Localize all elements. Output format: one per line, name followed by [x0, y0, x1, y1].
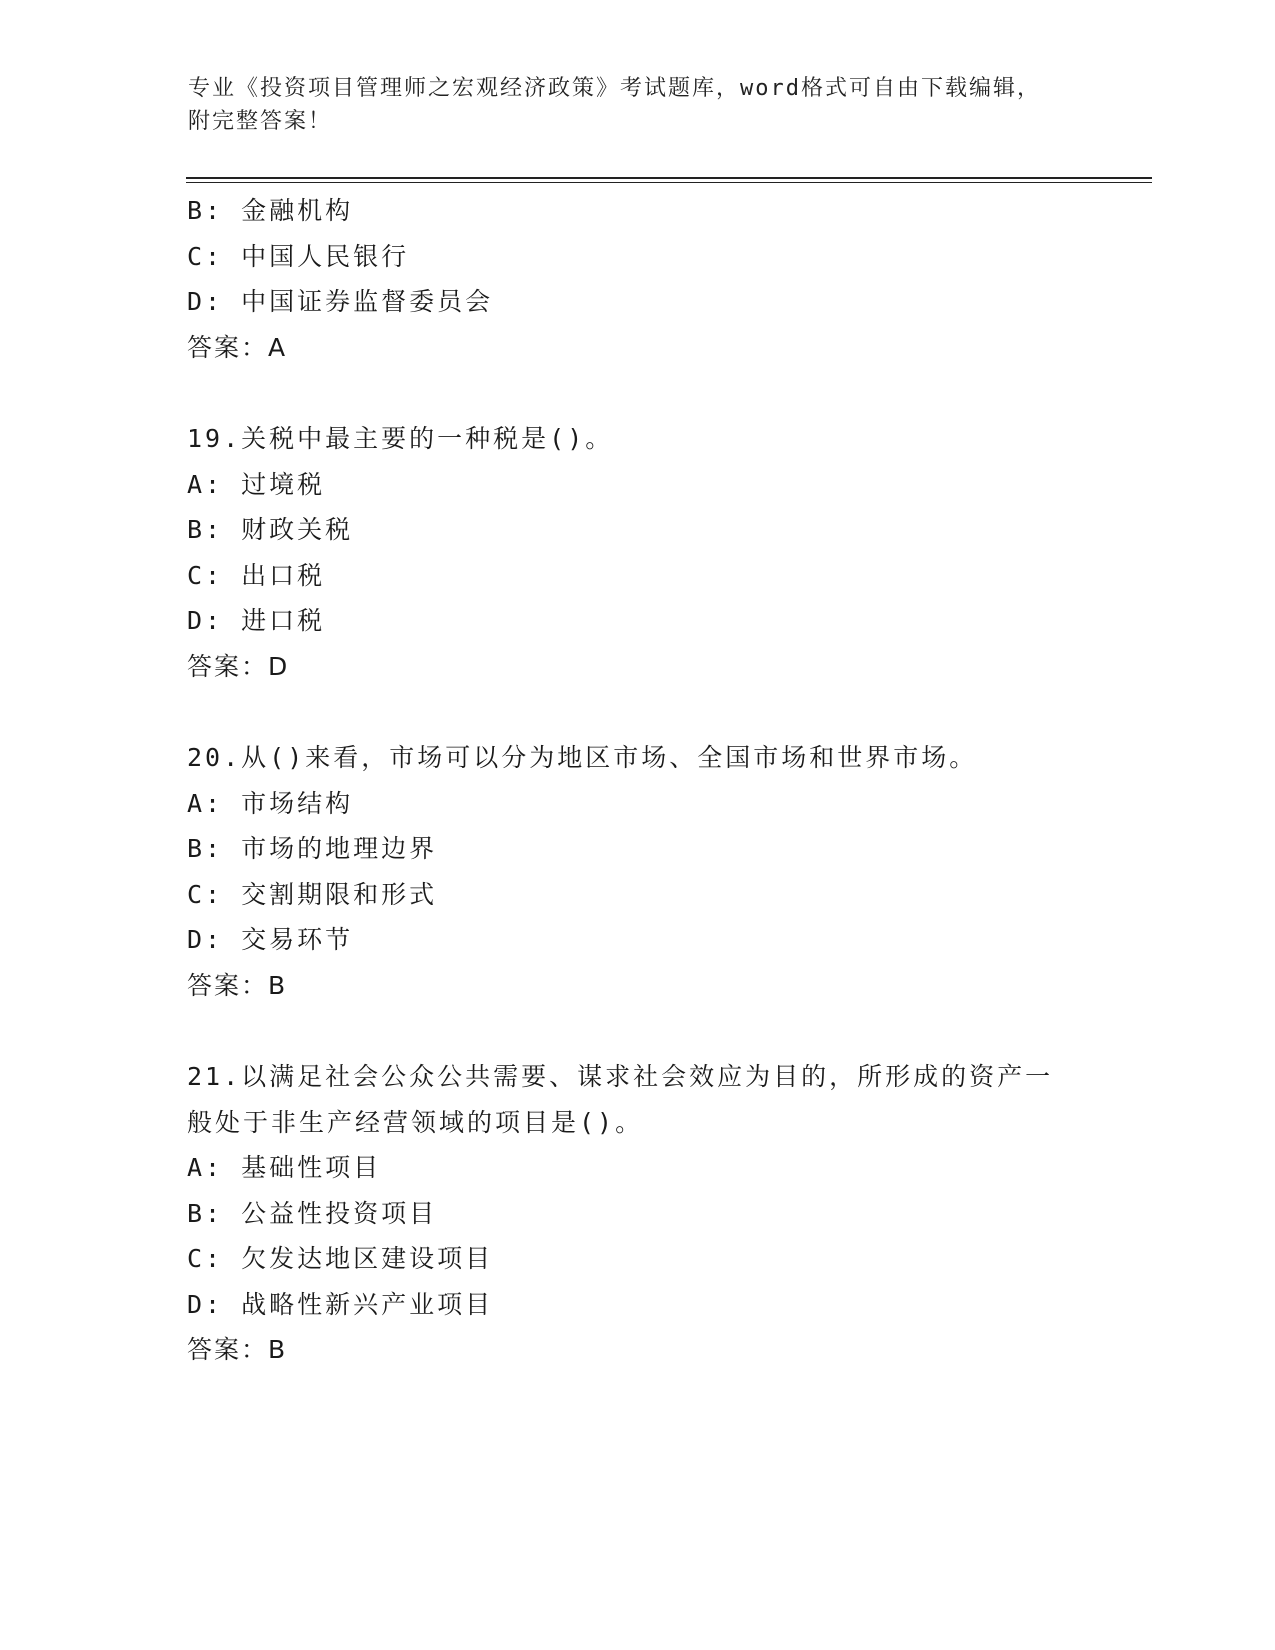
question-20 [187, 735, 1087, 1008]
option-d: D: 交易环节 [187, 925, 354, 954]
option-c: C: 中国人民银行 [187, 241, 410, 271]
header-line-1: 专业《投资项目管理师之宏观经济政策》考试题库，word格式可自由下载编辑， [188, 76, 1041, 101]
option-b: B: 财政关税 [187, 515, 354, 544]
option-b: B: 市场的地理边界 [187, 834, 438, 863]
question-stem-line-2: 般处于非生产经营领域的项目是()。 [187, 1107, 644, 1137]
option-b: B: 金融机构 [187, 196, 354, 225]
question-19 [187, 416, 1087, 689]
header-rule-thin [186, 182, 1152, 183]
question-21 [187, 1054, 1087, 1373]
option-b: B: 公益性投资项目 [187, 1198, 438, 1228]
answer-line: 答案：A [187, 332, 288, 362]
option-d: D: 中国证券监督委员会 [187, 287, 494, 316]
option-c: C: 交割期限和形式 [187, 879, 438, 909]
question-stem: 19.关税中最主要的一种税是()。 [187, 424, 614, 453]
option-a: A: 过境税 [187, 469, 326, 499]
option-d: D: 进口税 [187, 606, 326, 635]
option-c: C: 欠发达地区建设项目 [187, 1244, 494, 1273]
answer-line: 答案：B [187, 1335, 288, 1364]
question-list [187, 188, 1087, 1373]
option-c: C: 出口税 [187, 560, 326, 590]
option-a: A: 市场结构 [187, 788, 354, 818]
question-18-continued [187, 188, 1087, 370]
answer-line: 答案：B [187, 970, 288, 1000]
document-header [188, 72, 1088, 138]
question-stem-line-1: 21.以满足社会公众公共需要、谋求社会效应为目的，所形成的资产一 [187, 1062, 1054, 1091]
question-stem: 20.从()来看，市场可以分为地区市场、全国市场和世界市场。 [187, 743, 978, 772]
answer-line: 答案：D [187, 651, 290, 681]
option-a: A: 基础性项目 [187, 1153, 382, 1182]
option-d: D: 战略性新兴产业项目 [187, 1289, 494, 1319]
header-line-2: 附完整答案！ [188, 109, 333, 134]
header-rule-thick [186, 177, 1152, 179]
